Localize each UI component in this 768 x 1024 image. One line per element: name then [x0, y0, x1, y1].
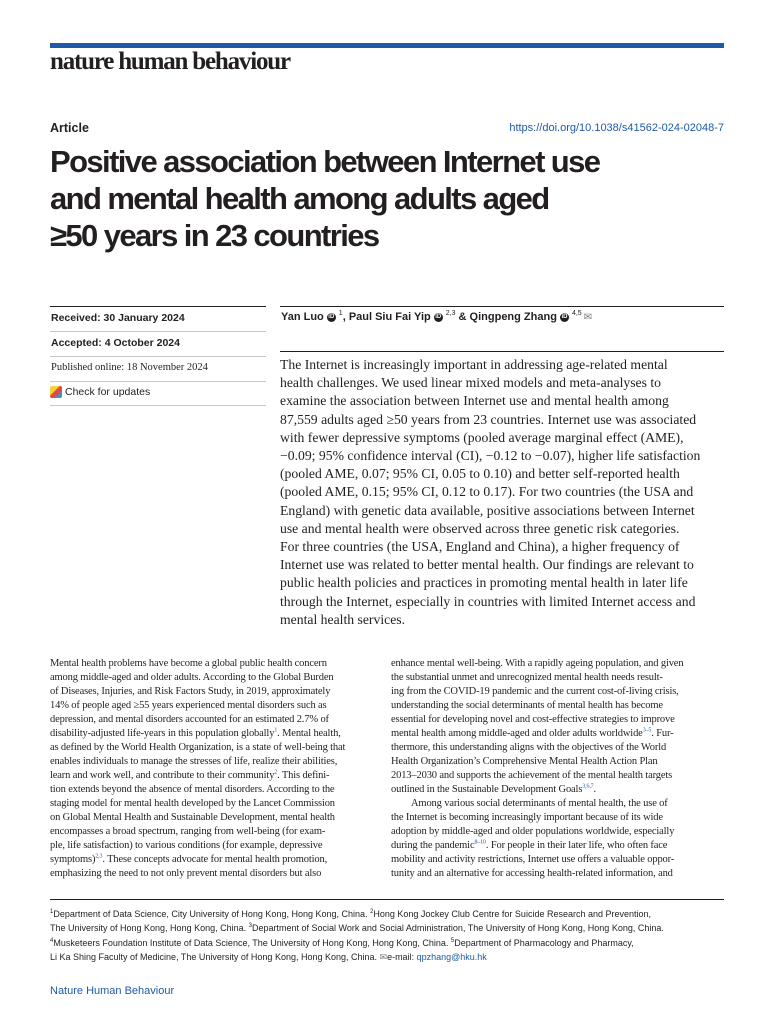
body-line: enables individuals to manage the stresses of life, realize their abilities,	[50, 756, 338, 767]
author-name[interactable]: Yan Luo	[281, 311, 324, 323]
citation-ref[interactable]: 3,6,7	[582, 783, 594, 790]
abstract-line: health challenges. We used linear mixed models and meta-analyses to	[280, 375, 662, 391]
abstract-line: public health policies and practices in promoting mental health in later life	[280, 575, 688, 591]
received-date: Received: 30 January 2024	[51, 312, 185, 324]
author-affiliation: 4,5	[571, 309, 582, 317]
body-line: disability-adjusted life-years in this population globally$^1$. Mental health,	[50, 727, 341, 739]
citation-ref[interactable]: 8–10	[474, 839, 486, 846]
body-line: ple, life satisfaction) to various conditions (for example, depressive	[50, 840, 323, 851]
meta-separator	[50, 381, 266, 382]
body-line: Mental health problems have become a global public health concern	[50, 658, 327, 669]
published-date: Published online: 18 November 2024	[51, 362, 208, 373]
meta-separator	[50, 356, 266, 357]
affiliations	[50, 907, 730, 965]
doi-link[interactable]: https://doi.org/10.1038/s41562-024-02048-7	[509, 122, 724, 134]
abstract	[280, 356, 730, 629]
body-line: as defined by the World Health Organization, is a state of well-being that	[50, 742, 346, 753]
abstract-line: examine the association between Internet use and mental health among	[280, 393, 669, 409]
orcid-icon[interactable]: iD	[561, 313, 568, 320]
body-line: outlined in the Sustainable Development Goals$^{3,6,7}$.	[391, 783, 597, 795]
citation-ref[interactable]: 2,3	[95, 853, 103, 860]
abstract-line: The Internet is increasingly important in addressing age-related mental	[280, 357, 668, 372]
body-line: symptoms)$^{2,3}$. These concepts advocate for mental health promotion,	[50, 853, 328, 865]
body-line: during the pandemic$^{8-10}$. For people in their later life, who often face	[391, 839, 668, 851]
orcid-icon[interactable]: iD	[328, 313, 335, 320]
check-updates-button[interactable]	[50, 386, 150, 398]
author-separator: ,	[342, 311, 346, 323]
affiliation-line: $^1$Department of Data Science, City University of Hong Kong, Hong Kong, China. $^2$Hong Kong Jockey Club Centre for Suicide Research and Prevention,	[50, 909, 652, 919]
body-column-right	[391, 657, 727, 881]
abstract-line: For three countries (the USA, England and China), a higher frequency of	[280, 539, 680, 555]
body-line: learn and work well, and contribute to their community$^2$. This defini-	[50, 769, 330, 781]
meta-divider	[50, 306, 266, 307]
abstract-line: mental health services.	[280, 611, 406, 627]
journal-name: nature human behaviour	[50, 48, 290, 75]
title-line: ≥50 years in 23 countries	[50, 218, 379, 253]
abstract-line: with fewer depressive symptoms (pooled average marginal effect (AME),	[280, 429, 684, 445]
title-line: Positive association between Internet use	[50, 144, 600, 179]
author-separator: &	[458, 311, 467, 323]
body-line: on Global Mental Health and Sustainable Development, mental health	[50, 812, 335, 823]
body-line: tunity and an alternative for accessing health-related information, and	[391, 868, 673, 879]
orcid-icon[interactable]: iD	[435, 313, 442, 320]
abstract-line: (pooled AME, 0.15; 95% CI, 0.12 to 0.17). For two countries (the USA and	[280, 484, 694, 500]
crossmark-icon	[50, 386, 62, 398]
body-line: among middle-aged and older adults. According to the Global Burden	[50, 672, 334, 683]
abstract-line: England) with genetic data available, positive associations between Internet	[280, 502, 695, 518]
body-line: mental health among middle-aged and older adults worldwide$^{3-5}$. Fur-	[391, 727, 674, 739]
citation-ref[interactable]: 1	[274, 727, 278, 734]
abstract-divider	[280, 351, 724, 352]
body-line: 14% of people aged ≥55 years experienced mental disorders such as	[50, 700, 327, 711]
author-name[interactable]: Qingpeng Zhang	[469, 311, 557, 323]
authors-divider	[280, 306, 724, 307]
abstract-line: −0.09; 95% confidence interval (CI), −0.12 to −0.07), higher life satisfaction	[280, 448, 701, 464]
citation-ref[interactable]: 3–5	[642, 727, 652, 734]
title-line: and mental health among adults aged	[50, 181, 549, 216]
body-line: ing from the COVID-19 pandemic and the current cost-of-living crisis,	[391, 686, 679, 697]
author-affiliation: 1	[338, 309, 343, 317]
abstract-line: use and mental health were observed across three genetic risk categories.	[280, 520, 680, 536]
footer-journal: Nature Human Behaviour	[50, 985, 175, 997]
footnote-divider	[50, 899, 724, 900]
body-line: understanding the social determinants of mental health has become	[391, 700, 663, 711]
article-type: Article	[50, 121, 89, 135]
body-column-left	[50, 657, 386, 881]
accepted-date: Accepted: 4 October 2024	[51, 337, 180, 349]
affiliation-line: Li Ka Shing Faculty of Medicine, The University of Hong Kong, Hong Kong, China. ✉e-mail: qpzhang@hku.hk	[50, 952, 487, 963]
body-line: enhance mental well-being. With a rapidly ageing population, and given	[391, 658, 684, 669]
body-line: the Internet is becoming increasingly important because of its wide	[391, 812, 663, 823]
body-line: of Diseases, Injuries, and Risk Factors Study, in 2019, approximately	[50, 686, 331, 697]
citation-ref[interactable]: 2	[274, 769, 278, 776]
body-line: mobility and activity restrictions, Internet use offers a valuable oppor-	[391, 854, 675, 865]
body-line: the substantial unmet and unrecognized mental health needs result-	[391, 672, 663, 683]
envelope-icon: ✉	[379, 952, 388, 963]
abstract-line: Internet use was related to better mental health. Our findings are relevant to	[280, 557, 694, 573]
body-line: adoption by middle-aged and older populations worldwide, especially	[391, 826, 675, 837]
body-line: emphasizing the need to not only prevent mental disorders but also	[50, 868, 322, 879]
body-line: depression, and mental disorders accounted for an estimated 2.7% of	[50, 714, 329, 725]
meta-separator	[50, 405, 266, 406]
article-title	[50, 143, 740, 254]
body-line: tion extends beyond the absence of mental disorders. According to the	[50, 784, 335, 795]
body-line: staging model for mental health developed by the Lancet Commission	[50, 798, 335, 809]
body-line: Health Organization’s Comprehensive Mental Health Action Plan	[391, 756, 658, 767]
body-line: thermore, this understanding aligns with the objectives of the World	[391, 742, 667, 753]
affiliation-line: The University of Hong Kong, Hong Kong, China. $^3$Department of Social Work and Social Administration, The University of Hong Kong, Hong Kong, China.	[50, 923, 664, 934]
abstract-line: 87,559 adults aged ≥50 years from 23 countries. Internet use was associated	[280, 411, 697, 427]
abstract-line: (pooled AME, 0.07; 95% CI, 0.05 to 0.10) and better self-reported health	[280, 466, 680, 482]
body-line: encompasses a broad spectrum, ranging from well-being (for exam-	[50, 826, 326, 837]
author-affiliation: 2,3	[445, 309, 456, 317]
body-line: Among various social determinants of mental health, the use of	[411, 798, 668, 809]
author-name[interactable]: Paul Siu Fai Yip	[348, 311, 431, 323]
meta-separator	[50, 331, 266, 332]
body-line: essential for developing novel and cost-effective strategies to improve	[391, 714, 675, 725]
envelope-icon[interactable]: ✉	[583, 311, 593, 323]
affiliation-line: $^4$Musketeers Foundation Institute of Data Science, The University of Hong Kong, Hong Kong, China. $^5$Department of Pharmacology and Pharmacy,	[50, 937, 634, 948]
email-link[interactable]: qpzhang@hku.hk	[416, 952, 487, 963]
abstract-line: through the Internet, especially in countries with limited Internet access and	[280, 593, 696, 609]
body-line: 2013–2030 and supports the achievement of the mental health targets	[391, 770, 673, 781]
check-updates-label: Check for updates	[65, 386, 151, 398]
author-list	[281, 311, 592, 323]
